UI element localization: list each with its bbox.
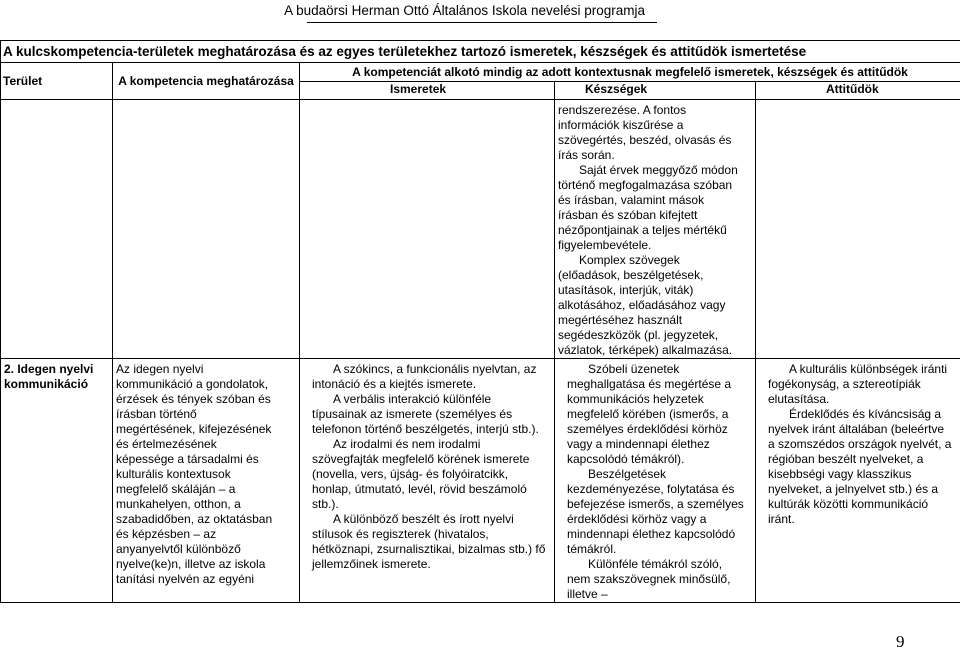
row2-kompetencia-cell: [113, 359, 300, 603]
col-header-kompetencia: A kompetencia meghatározása: [113, 63, 300, 100]
col-header-group: A kompetenciát alkotó mindig az adott kontextusnak megfelelő ismeretek, készségek és attitűdök: [300, 63, 960, 82]
continuation-terulet-cell: [1, 100, 113, 359]
row2-terulet: 2. Idegen nyelvi kommunikáció: [1, 359, 112, 392]
row2-keszsegek: [555, 359, 755, 602]
col-header-keszsegek-label: Készségek: [555, 82, 755, 97]
table-title: A kulcskompetencia-területek meghatározása és az egyes területekhez tartozó ismeretek, készségek és attitűdök ismertetése: [1, 41, 960, 63]
continuation-ismeretek-cell: [300, 100, 555, 359]
paragraph: Szóbeli üzenetek meghallgatása és megértése a kommunikációs helyzetek megfelelő körében (ismerős, a személyes érdeklődési körhöz vagy a mindennapi élethez kapcsolódó témákról).: [567, 362, 747, 467]
row2-kompetencia: Az idegen nyelvi kommunikáció a gondolatok, érzések és tények szóban és írásban történő megértésének, kifejezésének és értelmezésének képessége a társadalmi és kulturális kontextusok megfelelő skáláján – a munkahelyen, otthon, a szabadidőben, az oktatásban és képzésben – az anyanyelvtől különböző nyelve(ke)n, illetve az iskola tanítási nyelvén az egyéni: [113, 359, 280, 587]
row2-terulet-cell: [1, 359, 113, 603]
col-header-keszsegek: [555, 82, 756, 100]
paragraph: A kulturális különbségek iránti fogékonyság, a sztereotípiák elutasítása.: [768, 362, 952, 407]
paragraph: Érdeklődés és kíváncsiság a nyelvek iránt általában (beleértve a szomszédos országok nyelvét, a régióban beszélt nyelveket, a kisebbségi vagy klasszikus nyelveket, a jelnyelvet stb.) és a kultúrák közötti kommunikáció iránt.: [768, 407, 952, 527]
paragraph: A különböző beszélt és írott nyelvi stílusok és regiszterek (hivatalos, hétköznapi, zsurnalisztikai, bizalmas stb.) fő jellemzőinek ismerete.: [312, 512, 546, 572]
col-header-ismeretek: [300, 82, 555, 100]
document-header-title: A budaörsi Herman Ottó Általános Iskola nevelési programja: [284, 3, 645, 18]
col-header-ismeretek-label: Ismeretek: [300, 82, 554, 97]
col-header-attitudok-label: Attitűdök: [756, 82, 960, 97]
page-number: 9: [896, 632, 905, 652]
row2-ismeretek-cell: [300, 359, 555, 603]
col-header-terulet: Terület: [1, 63, 113, 100]
paragraph: Különféle témákról szóló, nem szakszövegnek minősülő, illetve –: [567, 557, 747, 602]
continuation-kompetencia-cell: [113, 100, 300, 359]
row2-attitudok: [756, 359, 960, 527]
row2-keszsegek-cell: [555, 359, 756, 603]
paragraph: rendszerezése. A fontos információk kiszűrése a szövegértés, beszéd, olvasás és írás során.: [558, 103, 742, 163]
row2-ismeretek: [300, 359, 554, 572]
paragraph: Komplex szövegek (előadások, beszélgetések, utasítások, interjúk, viták) alkotásához, előadásához vagy megértéséhez használt segédeszközök (pl. jegyzetek, vázlatok, térképek) alkalmazása.: [558, 253, 742, 358]
competency-table: [0, 40, 960, 603]
paragraph: Saját érvek meggyőző módon történő megfogalmazása szóban és írásban, valamint mások írásban és szóban kifejtett nézőpontjainak a teljes mértékű figyelembevétele.: [558, 163, 742, 253]
row2-attitudok-cell: [756, 359, 960, 603]
col-header-attitudok: [756, 82, 960, 100]
header-rule: [307, 22, 657, 23]
paragraph: Beszélgetések kezdeményezése, folytatása és befejezése ismerős, a személyes érdeklődési körhöz vagy a mindennapi élethez kapcsolódó témákról.: [567, 467, 747, 557]
paragraph: A verbális interakció különféle típusainak az ismerete (személyes és telefonon történő beszélgetés, interjú stb.).: [312, 392, 546, 437]
paragraph: A szókincs, a funkcionális nyelvtan, az intonáció és a kiejtés ismerete.: [312, 362, 546, 392]
continuation-attitudok-cell: [756, 100, 960, 359]
continuation-keszsegek-cell: [555, 100, 756, 359]
paragraph: Az irodalmi és nem irodalmi szövegfajták megfelelő körének ismerete (novella, vers, újság- és folyóiratcikk, honlap, útmutató, levél, rövid beszámoló stb.).: [312, 437, 546, 512]
continuation-keszsegek-text: [555, 100, 746, 358]
